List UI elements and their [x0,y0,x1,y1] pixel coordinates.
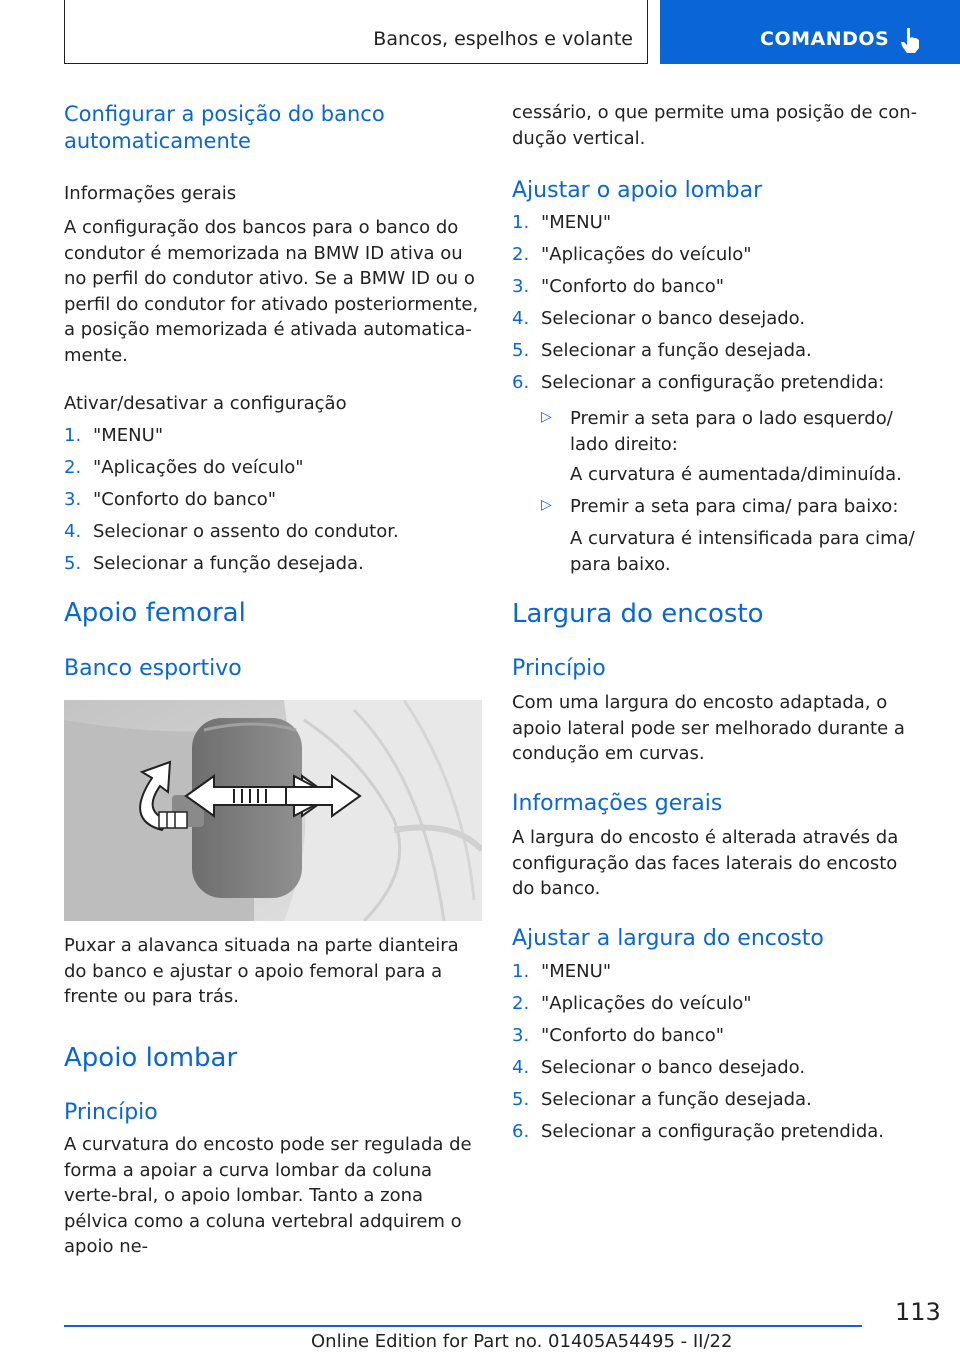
list-item: 2. "Aplicações do veículo" [64,457,304,478]
pointing-hand-icon [898,26,922,54]
list-item: 3. "Conforto do banco" [512,1025,725,1046]
triangle-bullet-icon: ▷ [541,409,552,425]
thigh-support-image [64,700,482,921]
width-steps-list [512,962,922,1154]
list-item: 5. Selecionar a função desejada. [512,1089,812,1110]
list-item: 5. Selecionar a função desejada. [512,340,812,361]
info-label: Informações gerais [64,183,237,204]
sub-step-up-down [541,494,922,524]
sub-step-text: Premir a seta para cima/ para baixo: [570,496,899,517]
list-item: 3. "Conforto do banco" [64,489,277,510]
list-item: 4. Selecionar o banco desejado. [512,308,806,329]
lumbar-principle-text: A curvatura do encosto pode ser regulada de forma a apoiar a curva lombar da coluna verte-bral, o apoio lombar. Tanto a zona pélvica como a coluna vertebral adquirem o apoio ne- [64,1134,472,1257]
width-info-title: Informações gerais [512,791,723,816]
list-item: 2. "Aplicações do veículo" [512,993,752,1014]
list-item: 1. "MENU" [512,961,612,982]
seat-lever-illustration [64,700,482,921]
lumbar-support-title: Apoio lombar [64,1043,238,1073]
sub-step-left-right [541,406,922,466]
backrest-width-title: Largura do encosto [512,599,764,629]
header-chapter-tab [660,0,960,64]
sub-step-result: A curvatura é aumentada/diminuída. [570,464,902,485]
width-principle-title: Princípio [512,656,606,681]
sub-step-result: A curvatura é intensificada para cima/ para baixo. [570,528,915,575]
auto-seat-title: Configurar a posição do banco automaticamente [64,102,385,153]
header-section-box [64,0,648,64]
sport-seat-title: Banco esportivo [64,656,242,681]
info-text: A configuração dos bancos para o banco do condutor é memorizada na BMW ID ativa ou no perfil do condutor ativo. Se a BMW ID ou o perfil do condutor for ativado posteriormente, a posição memorizada é ativada automatica-mente. [64,217,479,366]
footer-divider [64,1325,862,1327]
header-chapter-title: COMANDOS [760,28,890,50]
lumbar-adjust-title: Ajustar o apoio lombar [512,178,763,203]
thigh-support-title: Apoio femoral [64,598,246,628]
lumbar-steps-list [512,213,922,405]
toggle-label: Ativar/desativar a configuração [64,393,347,414]
page-number: 113 [895,1298,941,1326]
list-item: 2. "Aplicações do veículo" [512,244,752,265]
sub-step-text: Premir a seta para o lado esquerdo/ lado direito: [570,408,893,455]
triangle-bullet-icon: ▷ [541,497,552,513]
list-item: 3. "Conforto do banco" [512,276,725,297]
width-info-text: A largura do encosto é alterada através da configuração das faces laterais do encosto do banco. [512,827,899,899]
width-principle-text: Com uma largura do encosto adaptada, o apoio lateral pode ser melhorado durante a condução em curvas. [512,692,905,764]
width-adjust-title: Ajustar a largura do encosto [512,926,824,951]
list-item: 6. Selecionar a configuração pretendida. [512,1121,885,1142]
lumbar-principle-title: Princípio [64,1100,158,1125]
list-item: 4. Selecionar o banco desejado. [512,1057,806,1078]
list-item: 6. Selecionar a configuração pretendida: [512,372,885,393]
toggle-steps-list [64,426,482,586]
header-section-title: Bancos, espelhos e volante [373,28,633,50]
list-item: 4. Selecionar o assento do condutor. [64,521,399,542]
list-item: 1. "MENU" [512,212,612,233]
list-item: 5. Selecionar a função desejada. [64,553,364,574]
footer-edition: Online Edition for Part no. 01405A54495 - II/22 [311,1331,733,1352]
list-item: 1. "MENU" [64,425,164,446]
thigh-support-text: Puxar a alavanca situada na parte dianteira do banco e ajustar o apoio femoral para a frente ou para trás. [64,935,459,1007]
lumbar-continued-text: cessário, o que permite uma posição de con-dução vertical. [512,102,918,149]
